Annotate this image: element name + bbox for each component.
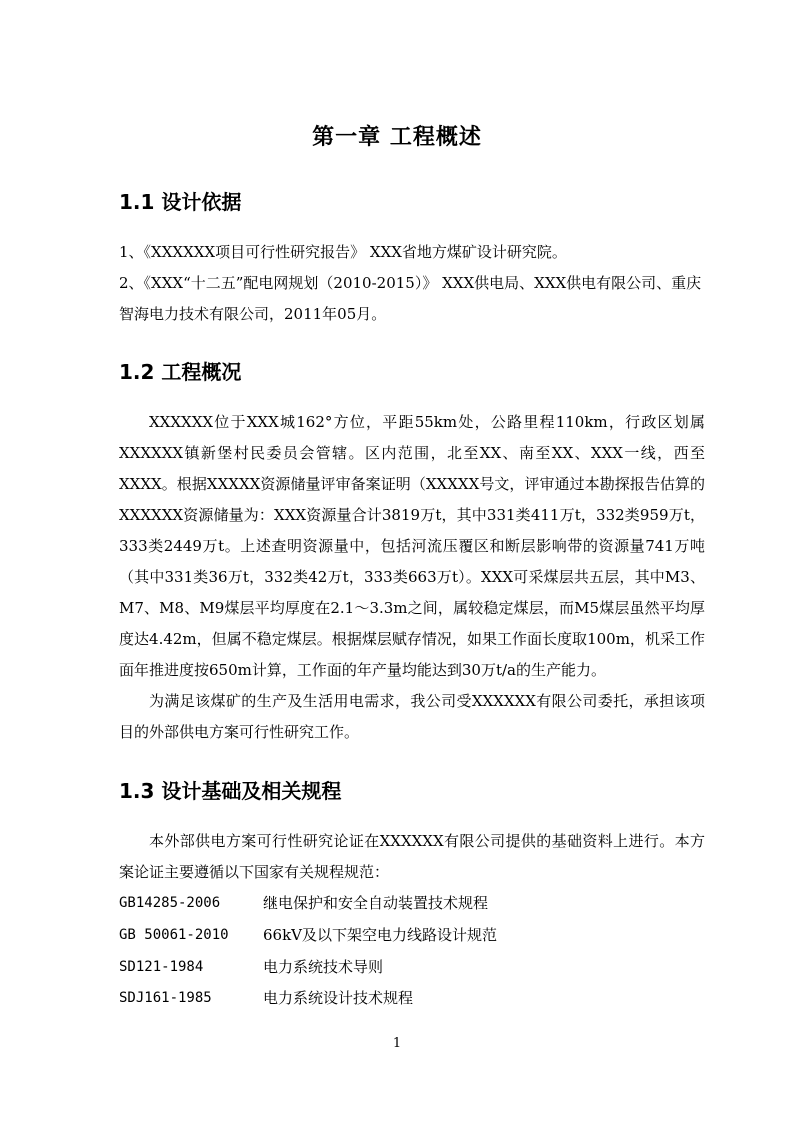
standard-row [119,920,705,951]
section-heading-project-overview: 1.2 工程概况 [119,360,242,384]
standard-row [119,888,705,919]
chapter-title: 第一章 工程概述 [312,124,482,150]
overview-paragraph-2: 为满足该煤矿的生产及生活用电需求，我公司受XXXXXX有限公司委托，承担该项目的外部供电方案可行性研究工作。 [119,692,705,741]
standard-code: GB14285-2006 [119,895,221,911]
section-heading-design-basis: 1.1 设计依据 [119,190,242,214]
standard-code: GB 50061-2010 [119,927,229,943]
standard-name: 电力系统设计技术规程 [263,989,414,1007]
page-number: 1 [392,1036,402,1051]
overview-paragraph-1: XXXXXX位于XXX城162°方位，平距55km处，公路里程110km，行政区划属XXXXXX镇新堡村民委员会管辖。区内范围，北至XX、南至XX、XXX一线，西至XXXX。根据XXXXX资源储量评审备案证明（XXXXX号文，评审通过本勘探报告估算的XXXXXX资源储量为：XXX资源量合计3819万t，其中331类411万t，332类959万t，333类2449万t。上述查明资源量中，包括河流压覆区和断层影响带的资源量741万吨（其中331类36万t，332类42万t，333类663万t）。XXX可采煤层共五层，其中M3、M7、M8、M9煤层平均厚度在2.1～3.3m之间，属较稳定煤层，而M5煤层虽然平均厚度达4.42m，但属不稳定煤层。根据煤层赋存情况，如果工作面长度取100m，机采工作面年推进度按650m计算，工作面的年产量均能达到30万t/a的生产能力。 [119,413,705,679]
standard-name: 继电保护和安全自动装置技术规程 [263,894,489,912]
standard-row [119,983,705,1014]
standard-name: 66kV及以下架空电力线路设计规范 [263,926,498,944]
section-heading-design-foundation: 1.3 设计基础及相关规程 [119,779,342,803]
standard-name: 电力系统技术导则 [263,958,384,976]
foundation-intro: 本外部供电方案可行性研究论证在XXXXXX有限公司提供的基础资料上进行。本方案论证主要遵循以下国家有关规程规范： [119,832,705,881]
standard-row [119,952,705,983]
basis-item-2: 2、《XXX“十二五”配电网规划（2010-2015）》 XXX供电局、XXX供电有限公司、重庆智海电力技术有限公司，2011年05月。 [119,274,702,323]
standard-code: SD121-1984 [119,959,204,975]
basis-item-1: 1、《XXXXXX项目可行性研究报告》 XXX省地方煤矿设计研究院。 [119,243,567,261]
standard-code: SDJ161-1985 [119,990,212,1006]
